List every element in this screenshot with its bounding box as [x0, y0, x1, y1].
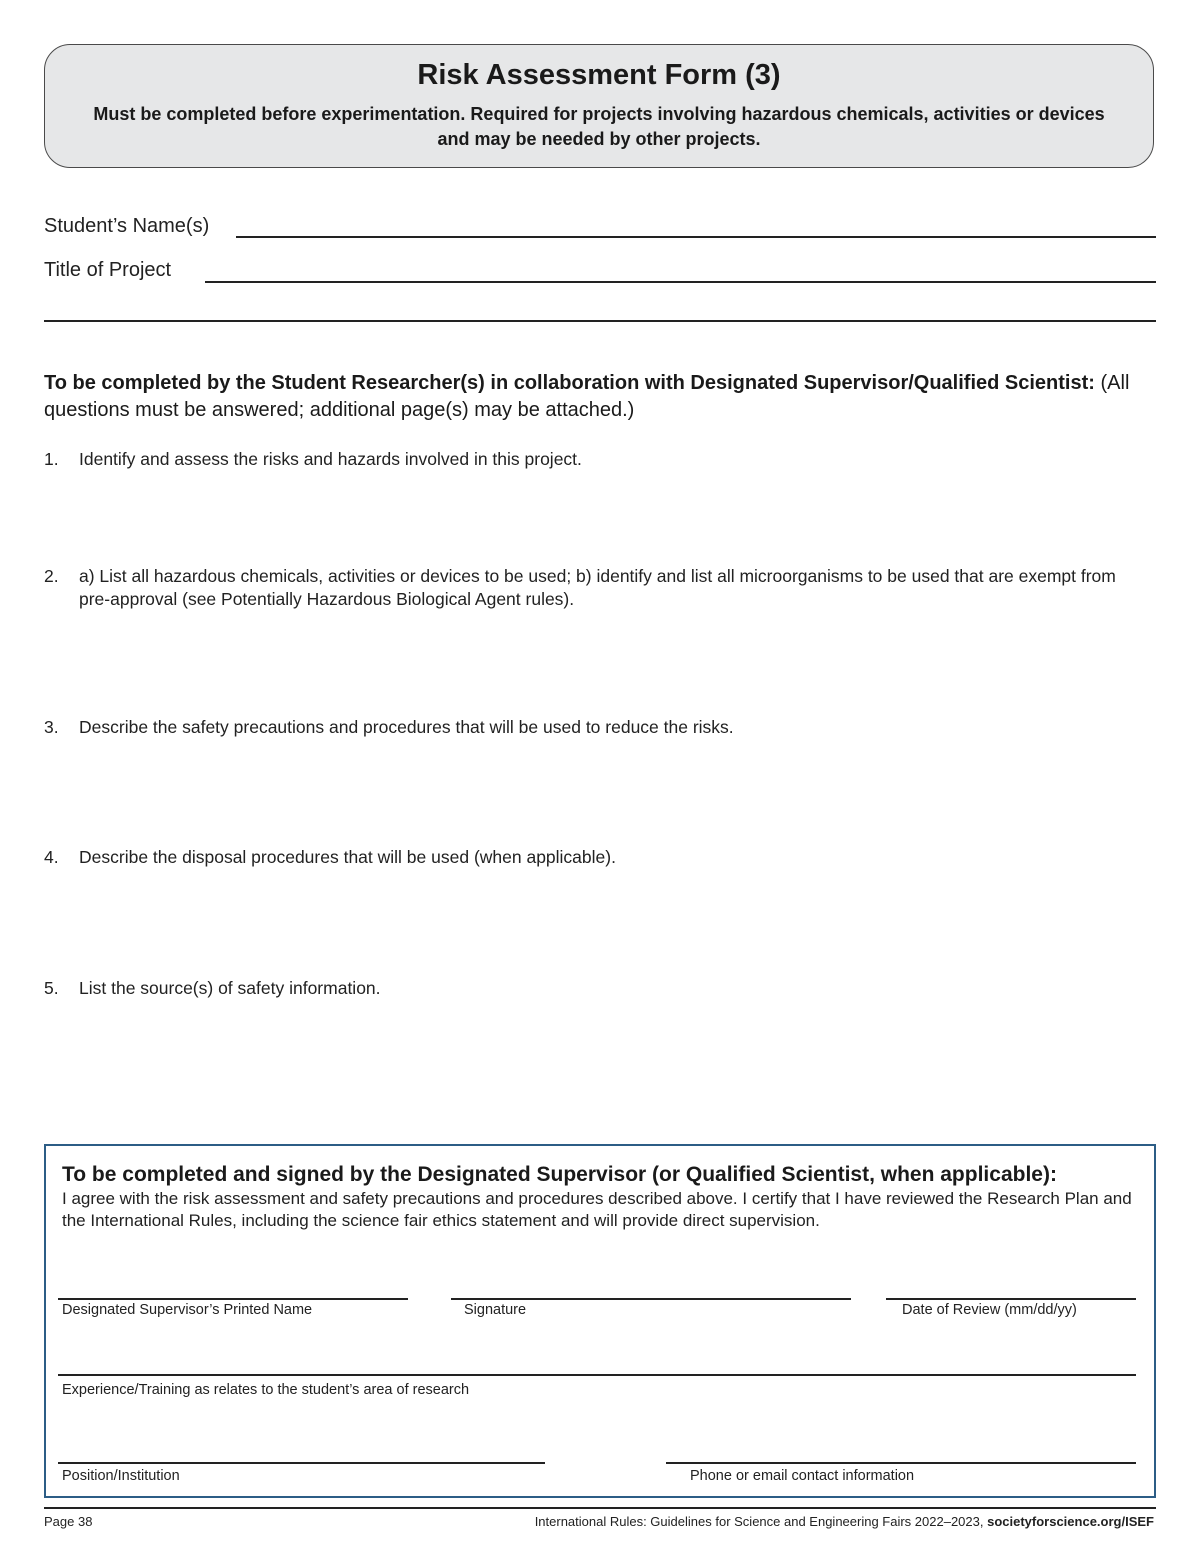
date-of-review-label: Date of Review (mm/dd/yy): [902, 1302, 1077, 1318]
printed-name-label: Designated Supervisor’s Printed Name: [62, 1302, 313, 1318]
student-section-heading-note: (All questions must be answered; additional page(s) may be attached.): [44, 372, 1130, 421]
question-text: List the source(s) of safety information.: [79, 978, 381, 998]
contact-field[interactable]: [666, 1462, 1136, 1464]
question-4: [44, 846, 1144, 869]
question-number: 2.: [44, 566, 59, 586]
question-text: a) List all hazardous chemicals, activities or devices to be used; b) identify and list all microorganisms to be used that are exempt from pre-approval (see Potentially Hazardous Biological Agent rules).: [79, 566, 1116, 609]
question-text: Identify and assess the risks and hazards involved in this project.: [79, 449, 582, 469]
supervisor-statement: I agree with the risk assessment and safety precautions and procedures described above. I certify that I have reviewed the Research Plan and the International Rules, including the science fair ethics statement and will provide direct supervision.: [62, 1189, 1132, 1230]
student-section-heading-bold: To be completed by the Student Researcher(s) in collaboration with Designated Supervisor/Qualified Scientist:: [44, 372, 1095, 394]
question-2: [44, 565, 1144, 611]
experience-label: Experience/Training as relates to the student’s area of research: [62, 1382, 470, 1398]
student-names-label: Student’s Name(s): [44, 215, 210, 237]
footer-source: International Rules: Guidelines for Science and Engineering Fairs 2022–2023,: [534, 1514, 988, 1529]
supervisor-heading: To be completed and signed by the Designated Supervisor (or Qualified Scientist, when applicable):: [62, 1163, 1057, 1186]
footer-link[interactable]: societyforscience.org/ISEF: [987, 1514, 1154, 1529]
question-text: Describe the safety precautions and procedures that will be used to reduce the risks.: [79, 717, 734, 737]
printed-name-field[interactable]: [58, 1298, 408, 1300]
form-header: [44, 44, 1154, 168]
position-field[interactable]: [58, 1462, 545, 1464]
student-names-field[interactable]: [236, 236, 1156, 238]
project-title-label: Title of Project: [44, 259, 172, 281]
question-number: 1.: [44, 449, 59, 469]
position-label: Position/Institution: [62, 1468, 180, 1484]
question-number: 4.: [44, 847, 59, 867]
supervisor-section: [44, 1144, 1156, 1498]
form-subtitle: Must be completed before experimentation. Required for projects involving hazardous chemicals, activities or devices and may be needed by other projects.: [93, 104, 1105, 149]
experience-field[interactable]: [58, 1374, 1136, 1376]
contact-label: Phone or email contact information: [690, 1468, 915, 1484]
footer-citation: [535, 1514, 1154, 1529]
footer-divider: [44, 1507, 1156, 1509]
signature-label: Signature: [464, 1302, 527, 1318]
date-of-review-field[interactable]: [886, 1298, 1136, 1300]
student-section-heading: [44, 370, 1156, 424]
project-title-field-line-2[interactable]: [44, 320, 1156, 322]
page-number: Page 38: [44, 1514, 93, 1529]
question-number: 5.: [44, 978, 59, 998]
question-number: 3.: [44, 717, 59, 737]
form-title: Risk Assessment Form (3): [417, 59, 781, 91]
signature-field[interactable]: [451, 1298, 851, 1300]
question-3: [44, 716, 1144, 739]
question-5: [44, 977, 1144, 1000]
question-text: Describe the disposal procedures that will be used (when applicable).: [79, 847, 616, 867]
question-1: [44, 448, 1144, 471]
project-title-field[interactable]: [205, 281, 1156, 283]
